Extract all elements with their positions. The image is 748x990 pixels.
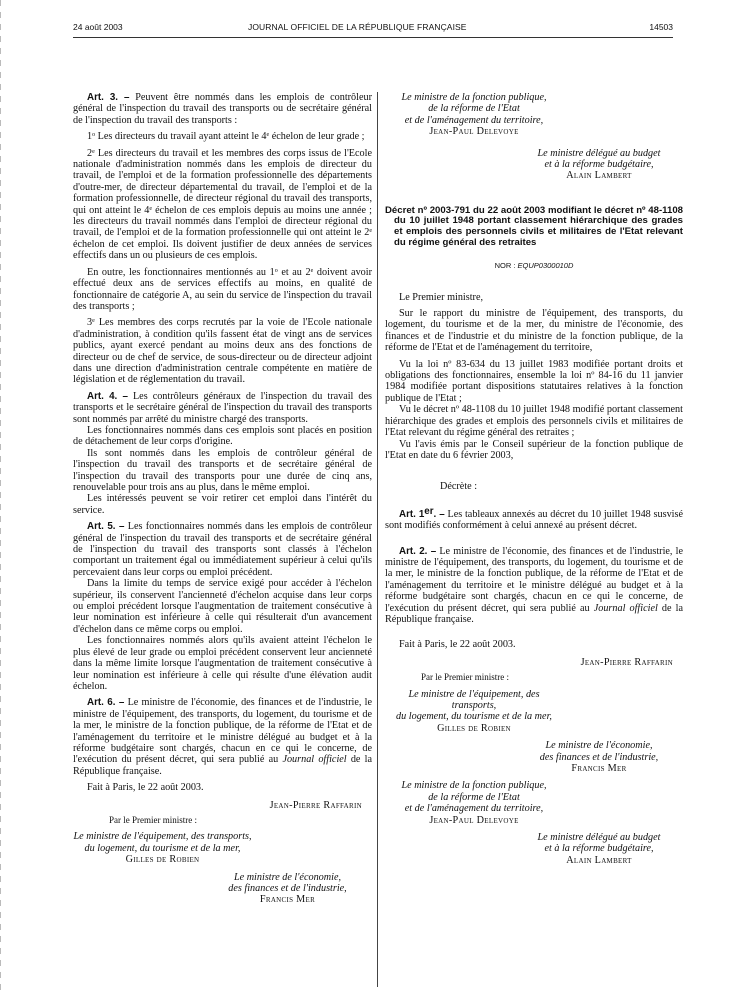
signature-budget: Le ministre délégué au budget et à la réforme budgétaire, Alain Lambert (537, 147, 661, 182)
right-column (385, 92, 683, 866)
par-premier-ministre: Par le Premier ministre : (109, 814, 197, 825)
article-4-p4: Les intéressés peuvent se voir retirer cet emploi dans l'intérêt du service. (73, 493, 372, 516)
visa-loi: Vu la loi nº 83-634 du 13 juillet 1983 modifiée portant droits et obligations des fonctionnaires, ensemble la loi nº 84-16 du 11 janvier 1984 modifiée portant dispositions statutaires relatives à la fonction publique de l'Etat ; (385, 358, 683, 404)
fait-a-paris-right: Fait à Paris, le 22 août 2003. (399, 639, 516, 651)
decrete: Décrète : (440, 481, 478, 493)
article-5-p2: Dans la limite du temps de service exigé pour accéder à l'échelon supérieur, ils conservent l'ancienneté d'échelon acquise dans leur corps ou emploi précédent lorsque l'augmentation de traitement consécutive à leur nomination est inférieure à celle qui résulterait d'un avancement d'échelon dans ce même corps ou emploi. (73, 578, 372, 635)
article-3-item-1: 1$^o$ Les directeurs du travail ayant atteint le 4e échelon de leur grade ; (87, 131, 365, 143)
header-title: JOURNAL OFFICIEL DE LA RÉPUBLIQUE FRANÇAISE (248, 22, 467, 32)
left-column (73, 92, 372, 906)
article-4: Art. 4. – Les contrôleurs généraux de l'inspection du travail des transports et le secrétaire général de l'inspection du travail des transports sont nommés par arrêté du ministre chargé des transports. (73, 390, 372, 425)
header-date: 24 août 2003 (73, 22, 123, 32)
par-premier-ministre-right: Par le Premier ministre : (421, 672, 509, 683)
signature-equipement: Le ministre de l'équipement, des transports, du logement, du tourisme et de la mer, Gilles de Robien (73, 831, 252, 866)
signature-equipement-right: Le ministre de l'équipement, des transports, du logement, du tourisme et de la mer, Gilles de Robien (396, 688, 552, 734)
page-header (73, 22, 673, 36)
header-rule (73, 37, 673, 38)
article-4-p3: Ils sont nommés dans les emplois de contrôleur général de l'inspection du travail des transports et de secrétaire général de l'inspection du travail des transports pour une durée de cinq ans, renouvelable pour trois ans au plus, dans le même emploi. (73, 447, 372, 493)
visa-avis: Vu l'avis émis par le Conseil supérieur de la fonction publique de l'Etat en date du 6 février 2003, (385, 438, 683, 461)
signatory-pm: Jean-Pierre Raffarin (269, 799, 362, 811)
article-5-p3: Les fonctionnaires nommés alors qu'ils avaient atteint l'échelon le plus élevé de leur grade ou emploi précédent conservent leur ancienneté dans la même limite lorsque l'augmentation de traitement consécutive à leur nomination est inférieure à celle qui résulte d'une élévation audit échelon. (73, 635, 372, 692)
signature-economie-right: Le ministre de l'économie, des finances et de l'industrie, Francis Mer (539, 740, 659, 775)
article-3-item-2: 2e Les directeurs du travail et les membres des corps issus de l'Ecole nationale d'administration nommés dans les emplois de directeur du travail, de l'emploi et de la formation professionnelle des départements d'outre-mer, de directeur départemental du travail, de l'emploi et de la formation professionnelle, de directeur régional du travail des transports, qui ont atteint le 4e échelon de ces emplois depuis au moins une année ; les directeurs du travail nommés dans l'emploi de directeur régional du travail, de l'emploi et de la formation professionnelle qui ont atteint le 2e échelon de cet emploi. Ils doivent justifier de deux années de services effectifs dans un ou plusieurs de ces emplois. (73, 147, 372, 262)
article-6: Art. 6. – Le ministre de l'économie, des finances et de l'industrie, le ministre de l'équipement, des transports, du logement, du tourisme et de la mer, le ministre de la fonction publique, de la réforme de l'Etat et de l'aménagement du territoire et le ministre délégué au budget et à la réforme budgétaire sont chargés, chacun en ce qui le concerne, de l'exécution du présent décret, qui sera publié au Journal officiel de la République française. (73, 697, 372, 777)
visa-rapport: Sur le rapport du ministre de l'équipement, des transports, du logement, du tourisme et de la mer, du ministre de l'économie, des finances et de l'industrie et du ministre de la fonction publique, de la réforme de l'Etat et de l'aménagement du territoire, (385, 308, 683, 354)
nor-reference: NOR : EQUP0300010D (494, 261, 574, 271)
signature-budget-right: Le ministre délégué au budget et à la réforme budgétaire, Alain Lambert (537, 832, 661, 866)
article-3-item-3: 3e Les membres des corps recrutés par la voie de l'Ecole nationale d'administration, à condition qu'ils fassent état de vingt ans de services publics, ayant exercé pendant au moins deux ans des fonctions de directeur ou de chef de service, de sous-directeur ou de directeur adjoint dans une direction d'administration centrale compétente en matière de législation et de réglementation du travail. (73, 317, 372, 386)
scan-edge (0, 0, 1, 990)
decree-title: Décret nº 2003-791 du 22 août 2003 modifiant le décret nº 48-1108 du 10 juillet 1948 portant classement hiérarchique des grades et emplois des personnels civils et militaires de l'Etat relevant du régime général des retraites (385, 204, 683, 248)
article-2: Art. 2. – Le ministre de l'économie, des finances et de l'industrie, le ministre de l'équipement, des transports, du logement, du tourisme et de la mer, le ministre de la fonction publique, de la réforme de l'Etat et de l'aménagement du territoire et le ministre délégué au budget et à la réforme budgétaire sont chargés, chacun en ce qui le concerne, de l'exécution du présent décret, qui sera publié au Journal officiel de la République française. (385, 545, 683, 625)
signature-economie: Le ministre de l'économie, des finances et de l'industrie, Francis Mer (228, 871, 347, 906)
premier-ministre: Le Premier ministre, (399, 291, 484, 303)
column-divider (377, 92, 378, 987)
article-3: Art. 3. – Peuvent être nommés dans les emplois de contrôleur général de l'inspection du travail des transports ou de secrétaire général de l'inspection du travail des transports : (73, 92, 372, 126)
visa-decret: Vu le décret nº 48-1108 du 10 juillet 1948 modifié portant classement hiérarchique des grades et emplois des personnels civils et militaires de l'Etat relevant du régime général des retraites ; (385, 404, 683, 439)
fait-a-paris: Fait à Paris, le 22 août 2003. (87, 782, 204, 794)
article-1: Art. 1er. – Les tableaux annexés au décret du 10 juillet 1948 susvisé sont modifiés conformément à celui annexé au présent décret. (385, 505, 683, 532)
article-5: Art. 5. – Les fonctionnaires nommés dans les emplois de contrôleur général de l'inspection du travail des transports et de secrétaire général de l'inspection du travail des transports sont classés à l'échelon comportant un traitement égal ou immédiatement supérieur à celui qu'ils percevaient dans leur corps ou emploi précédent. (73, 521, 372, 578)
header-page-number: 14503 (649, 22, 673, 32)
signatory-pm-right: Jean-Pierre Raffarin (580, 656, 673, 668)
signature-fonction-publique-right: Le ministre de la fonction publique, de la réforme de l'Etat et de l'aménagement du territoire, Jean-Paul Delevoye (401, 780, 547, 826)
signature-fonction-publique: Le ministre de la fonction publique, de la réforme de l'Etat et de l'aménagement du territoire, Jean-Paul Delevoye (401, 92, 547, 138)
article-4-p2: Les fonctionnaires nommés dans ces emplois sont placés en position de détachement de leur corps d'origine. (73, 424, 372, 448)
article-3-outre: En outre, les fonctionnaires mentionnés au 1$^o$ et au 2e doivent avoir effectué deux ans de services effectifs au moins, en qualité de fonctionnaire de catégorie A, au sein du service de l'inspection du travail des transports ; (73, 266, 372, 312)
